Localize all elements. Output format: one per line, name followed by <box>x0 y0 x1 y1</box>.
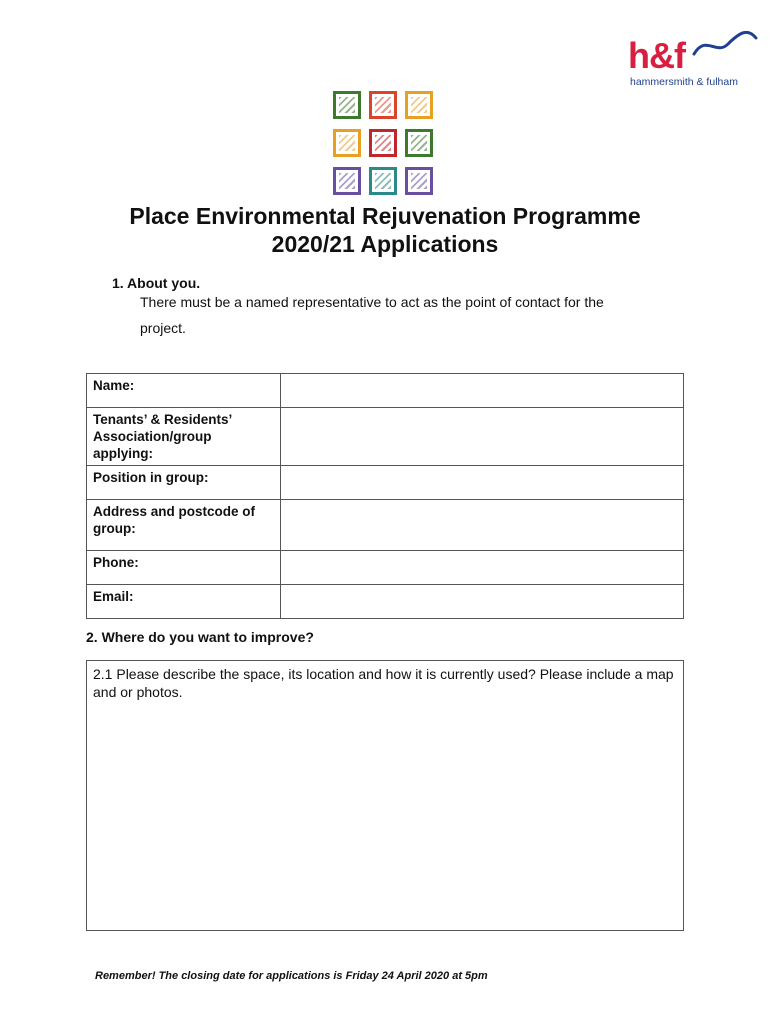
space-description-box[interactable] <box>86 660 684 931</box>
table-row <box>87 408 684 466</box>
section-1-text <box>140 289 680 341</box>
title-line-2: 2020/21 Applications <box>271 231 499 257</box>
space-description-prompt: 2.1 Please describe the space, its location and how it is currently used? Please include a map and or photos. <box>93 666 674 700</box>
section-2-heading: 2. Where do you want to improve? <box>86 629 314 645</box>
emblem-tile-picture <box>375 173 391 189</box>
table-row <box>87 500 684 551</box>
field-label: Tenants’ & Residents’ Association/group applying: <box>87 408 281 466</box>
emblem-tile <box>369 91 397 119</box>
field-label: Name: <box>87 374 281 408</box>
emblem-tile-picture <box>375 97 391 113</box>
phone-field[interactable] <box>281 551 684 585</box>
council-logo <box>628 30 758 92</box>
section-1-line-1: There must be a named representative to act as the point of contact for the <box>140 294 604 310</box>
swoosh-icon <box>692 30 758 60</box>
contact-details-table <box>86 373 684 619</box>
emblem-tile-picture <box>339 135 355 151</box>
table-row <box>87 374 684 408</box>
emblem-tile-picture <box>411 173 427 189</box>
emblem-tile-picture <box>411 97 427 113</box>
field-label: Phone: <box>87 551 281 585</box>
emblem-tile <box>405 129 433 157</box>
emblem-tile-picture <box>339 97 355 113</box>
emblem-tile <box>369 167 397 195</box>
closing-date-note: Remember! The closing date for applications is Friday 24 April 2020 at 5pm <box>95 970 488 982</box>
emblem-tile-picture <box>411 135 427 151</box>
section-1-line-2: project. <box>140 320 186 336</box>
emblem-tile <box>333 91 361 119</box>
section-1-heading: 1. About you. <box>112 275 201 291</box>
logo-text: hammersmith & fulham <box>630 76 738 88</box>
emblem-tile-picture <box>339 173 355 189</box>
table-row <box>87 585 684 619</box>
address-field[interactable] <box>281 500 684 551</box>
email-field[interactable] <box>281 585 684 619</box>
table-row <box>87 551 684 585</box>
logo-mark: h&f <box>628 35 685 76</box>
emblem-tile-picture <box>375 135 391 151</box>
emblem-tile <box>405 91 433 119</box>
emblem-tile <box>333 167 361 195</box>
programme-emblem <box>333 91 433 195</box>
field-label: Address and postcode of group: <box>87 500 281 551</box>
association-field[interactable] <box>281 408 684 466</box>
emblem-tile <box>333 129 361 157</box>
field-label: Email: <box>87 585 281 619</box>
name-field[interactable] <box>281 374 684 408</box>
field-label: Position in group: <box>87 466 281 500</box>
page-title <box>0 202 770 258</box>
title-line-1: Place Environmental Rejuvenation Programme <box>129 203 641 229</box>
emblem-tile <box>369 129 397 157</box>
emblem-tile <box>405 167 433 195</box>
table-row <box>87 466 684 500</box>
position-field[interactable] <box>281 466 684 500</box>
